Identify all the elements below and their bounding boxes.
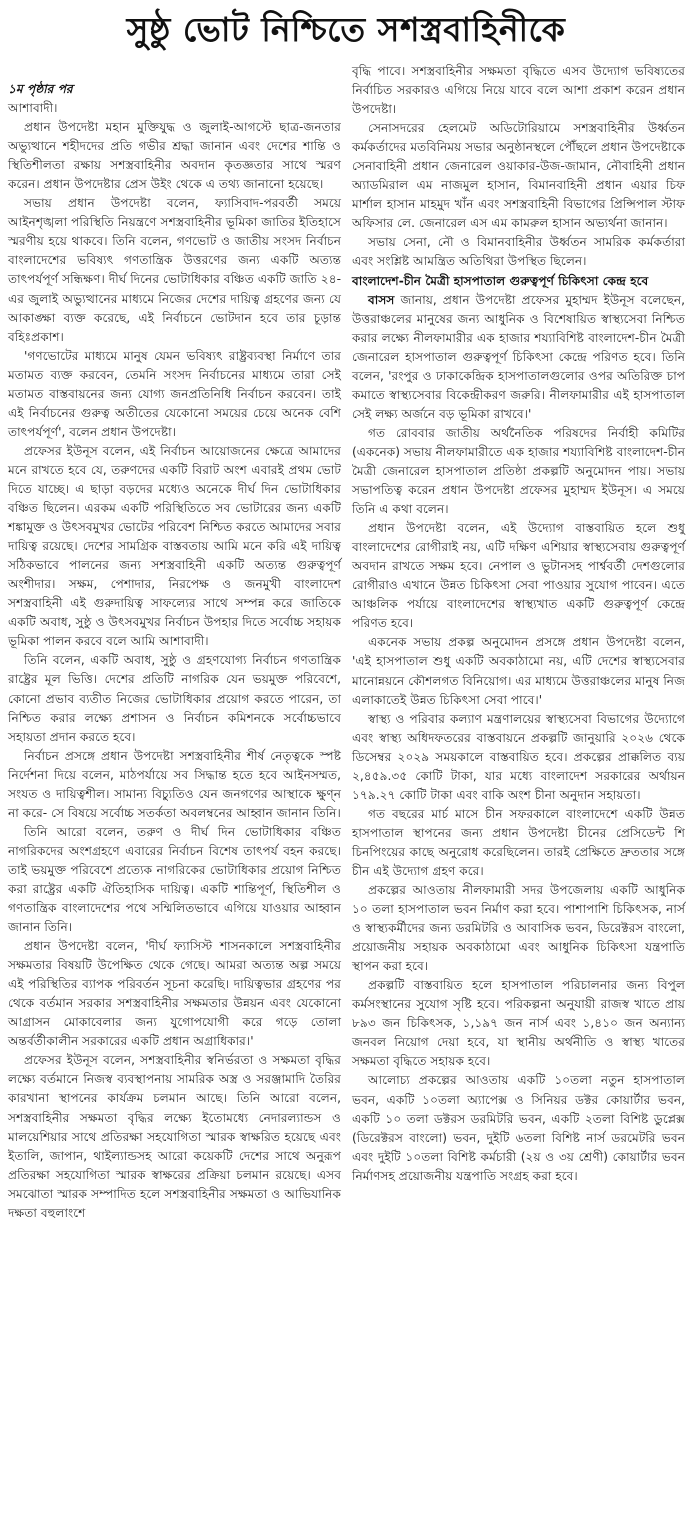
paragraph: প্রধান উপদেষ্টা মহান মুক্তিযুদ্ধ ও জুলাই-আগস্টে ছাত্র-জনতার অভ্যুত্থানে শহীদদের প্রতি গভীর শ্রদ্ধা জানান এবং দেশের শান্তি ও স্থিতিশীলতা রক্ষায় সশস্ত্রবাহিনীর অবদান কৃতজ্ঞতার সাথে স্মরণ করেন। প্রধান উপদেষ্টার প্রেস উইং থেকে এ তথ্য জানানো হয়েছে। — [8, 120, 341, 192]
article-column-left — [8, 80, 341, 1223]
paragraph: প্রকল্পটি বাস্তবায়িত হলে হাসপাতাল পরিচালনার জন্য বিপুল কর্মসংস্থানের সুযোগ সৃষ্টি হবে। পরিকল্পনা অনুযায়ী রাজস্ব খাতে প্রায় ৮৯৩ জন চিকিৎসক, ১,১৯৭ জন নার্স এবং ১,৪১০ জন অন্যান্য জনবল নিয়োগ দেয়া হবে, যা স্থানীয় অর্থনীতি ও স্বাস্থ্য খাতের সক্ষমতা বৃদ্ধিতে সহায়ক হবে। — [352, 978, 685, 1069]
paragraph: গত বছরের মার্চ মাসে চীন সফরকালে বাংলাদেশে একটি উন্নত হাসপাতাল স্থাপনের জন্য প্রধান উপদেষ্টা চীনের প্রেসিডেন্ট শি চিনপিংয়ের কাছে অনুরোধ করেছিলেন। তারই প্রেক্ষিতে দ্রুততার সঙ্গে চীন এই উদ্যোগ গ্রহণ করে। — [352, 806, 685, 878]
paragraph: গত রোববার জাতীয় অর্থনৈতিক পরিষদের নির্বাহী কমিটির (একনেক) সভায় নীলফামারীতে এক হাজার শয্যাবিশিষ্ট বাংলাদেশ-চীন মৈত্রী জেনারেল হাসপাতাল প্রতিষ্ঠা প্রকল্পটি অনুমোদন পায়। সভায় সভাপতিত্ব করেন প্রধান উপদেষ্টা প্রফেসর মুহাম্মদ ইউনূস। এ সময়ে তিনি এ কথা বলেন। — [352, 425, 685, 517]
paragraph: সেনাসদরের হেলমেট অডিটোরিয়ামে সশস্ত্রবাহিনীর উর্ধ্বতন কর্মকর্তাদের মতবিনিময় সভার অনুষ্ঠানস্থলে পৌঁছলে প্রধান উপদেষ্টাকে সেনাবাহিনী প্রধান জেনারেল ওয়াকার-উজ-জামান, নৌবাহিনী প্রধান অ্যাডমিরাল এম নাজমুল হাসান, বিমানবাহিনী প্রধান এয়ার চিফ মার্শাল হাসান মাহমুদ খাঁন এবং সশস্ত্রবাহিনী বিভাগের প্রিন্সিপাল স্টাফ অফিসার লে. জেনারেল এস এম কামরুল হাসান অভ্যর্থনা জানান। — [352, 121, 685, 231]
headline: সুষ্ঠু ভোট নিশ্চিতে সশস্ত্রবাহিনীকে — [126, 10, 566, 49]
dateline-text: জানায়, প্রধান উপদেষ্টা প্রফেসর মুহাম্মদ ইউনূস বলেছেন, উত্তরাঞ্চলের মানুষের জন্য আধুনিক ও বিশেষায়িত স্বাস্থ্যসেবা নিশ্চিত করার লক্ষ্যে নীলফামারীর এক হাজার শয্যাবিশিষ্ট বাংলাদেশ-চীন মৈত্রী জেনারেল হাসপাতাল গুরুত্বপূর্ণ চিকিৎসা কেন্দ্রে পরিণত হবে। তিনি বলেন, 'রংপুর ও ঢাকাকেন্দ্রিক হাসপাতালগুলোর ওপর অতিরিক্ত চাপ কমাতে স্বাস্থ্যসেবার বিকেন্দ্রীকরণ জরুরি। নীলফামারীর এই হাসপাতাল সেই লক্ষ্য অর্জনে বড় ভূমিকা রাখবে।' — [352, 292, 685, 421]
paragraph: তিনি বলেন, একটি অবাধ, সুষ্ঠু ও গ্রহণযোগ্য নির্বাচন গণতান্ত্রিক রাষ্ট্রের মূল ভিত্তি। দেশের প্রতিটি নাগরিক যেন ভয়মুক্ত পরিবেশে, কোনো প্রভাব ব্যতীত নিজের ভোটাধিকার প্রয়োগ করতে পারেন, তা নিশ্চিত করার লক্ষ্যে প্রশাসন ও নির্বাচন কমিশনকে সর্বোচ্চভাবে সহায়তা প্রদান করতে হবে। — [8, 653, 341, 744]
paragraph: 'গণভোটের মাধ্যমে মানুষ যেমন ভবিষ্যৎ রাষ্ট্রব্যবস্থা নির্মাণে তার মতামত ব্যক্ত করবেন, তেমনি সংসদ নির্বাচনের মাধ্যমে তারা সেই মতামত বাস্তবায়নের জন্য যোগ্য জনপ্রতিনিধি নির্বাচন করবেন। তাই এই নির্বাচনের গুরুত্ব অতীতের যেকোনো সময়ের চেয়ে অনেক বেশি তাৎপর্যপূর্ণ', বলেন প্রধান উপদেষ্টা। — [8, 348, 341, 439]
paragraph: আশাবাদী। — [8, 101, 58, 116]
subheading: বাংলাদেশ-চীন মৈত্রী হাসপাতাল গুরুত্বপূর্ণ চিকিৎসা কেন্দ্র হবে — [352, 273, 649, 288]
paragraph-dateline — [352, 291, 685, 424]
paragraph: স্বাস্থ্য ও পরিবার কল্যাণ মন্ত্রণালয়ের স্বাস্থ্যসেবা বিভাগের উদ্যোগে এবং স্বাস্থ্য অধিদফতরের বাস্তবায়নে প্রকল্পটি জানুয়ারি ২০২৬ থেকে ডিসেম্বর ২০২৯ সময়কালে বাস্তবায়িত হবে। প্রকল্পের প্রাক্কলিত ব্যয় ২,৪৫৯.৩৫ কোটি টাকা, যার মধ্যে বাংলাদেশ সরকারের অর্থায়ন ১৭৯.২৭ কোটি টাকা এবং বাকি অংশ চীনা অনুদান সহায়তা। — [352, 711, 685, 802]
paragraph: একনেক সভায় প্রকল্প অনুমোদন প্রসঙ্গে প্রধান উপদেষ্টা বলেন, 'এই হাসপাতাল শুধু একটি অবকাঠামো নয়, এটি দেশের স্বাস্থ্যসেবার মানোন্নয়নে কৌশলগত বিনিয়োগ। এর মাধ্যমে উত্তরাঞ্চলের মানুষ নিজ এলাকাতেই উন্নত চিকিৎসা সেবা পাবে।' — [352, 635, 685, 707]
paragraph: প্রফেসর ইউনূস বলেন, সশস্ত্রবাহিনীর স্বনির্ভরতা ও সক্ষমতা বৃদ্ধির লক্ষ্যে বর্তমানে নিজস্ব ব্যবস্থাপনায় সামরিক অস্ত্র ও সরঞ্জামাদি তৈরির কারখানা স্থাপনের কার্যক্রম চলমান আছে। তিনি আরো বলেন, সশস্ত্রবাহিনীর সক্ষমতা বৃদ্ধির লক্ষ্যে ইতোমধ্যে নেদারল্যান্ডস ও মালয়েশিয়ার সাথে প্রতিরক্ষা সহযোগিতা স্মারক স্বাক্ষরিত হয়েছে এবং ইতালি, জাপান, থাইল্যান্ডসহ আরো কয়েকটি দেশের সাথে অনুরূপ প্রতিরক্ষা সহযোগিতা স্মারক স্বাক্ষরের প্রক্রিয়া চলমান রয়েছে। এসব সমঝোতা স্মারক সম্পাদিত হলে সশস্ত্রবাহিনীর সক্ষমতা ও আভিযানিক দক্ষতা বহুলাংশে — [8, 1053, 341, 1220]
article-column-right — [352, 62, 685, 1186]
paragraph: নির্বাচন প্রসঙ্গে প্রধান উপদেষ্টা সশস্ত্রবাহিনীর শীর্ষ নেতৃত্বকে স্পষ্ট নির্দেশনা দিয়ে বলেন, মাঠপর্যায়ে সব সিদ্ধান্ত হতে হবে আইনসম্মত, সংযত ও দায়িত্বশীল। সামান্য বিচ্যুতিও যেন জনগণের আস্থাকে ক্ষুণ্ন না করে- সে বিষয়ে সর্বোচ্চ সতর্কতা অবলম্বনের আহ্বান জানান তিনি। — [8, 748, 341, 820]
paragraph: সভায় প্রধান উপদেষ্টা বলেন, ফ্যাসিবাদ-পরবর্তী সময়ে আইনশৃঙ্খলা পরিস্থিতি নিয়ন্ত্রণে সশস্ত্রবাহিনীর ভূমিকা জাতির ইতিহাসে স্মরণীয় হয়ে থাকবে। তিনি বলেন, গণভোট ও জাতীয় সংসদ নির্বাচন বাংলাদেশের ভবিষ্যৎ গণতান্ত্রিক উত্তরণের জন্য একটি অত্যন্ত তাৎপর্যপূর্ণ সন্ধিক্ষণ। দীর্ঘ দিনের ভোটাধিকার বঞ্চিত একটি জাতি ২৪-এর জুলাই অভ্যুত্থানের মাধ্যমে নিজের দেশের দায়িত্ব গ্রহণের জন্য যে আকাঙ্ক্ষা ব্যক্ত করেছে, এই নির্বাচনে ভোটদান হবে তার চূড়ান্ত বহিঃপ্রকাশ। — [8, 196, 341, 344]
paragraph: তিনি আরো বলেন, তরুণ ও দীর্ঘ দিন ভোটাধিকার বঞ্চিত নাগরিকদের অংশগ্রহণে এবারের নির্বাচন বিশেষ তাৎপর্য বহন করছে। তাই ভয়মুক্ত পরিবেশে প্রত্যেক নাগরিকের ভোটাধিকার প্রয়োগ নিশ্চিত করা রাষ্ট্রের একটি ঐতিহাসিক দায়িত্ব। একটি শান্তিপূর্ণ, স্থিতিশীল ও গণতান্ত্রিক বাংলাদেশের পথে সম্মিলিতভাবে এগিয়ে যাওয়ার আহ্বান জানান তিনি। — [8, 824, 341, 935]
paragraph: প্রফেসর ইউনূস বলেন, এই নির্বাচন আয়োজনের ক্ষেত্রে আমাদের মনে রাখতে হবে যে, তরুণদের একটি বিরাট অংশ এবারই প্রথম ভোট দিতে যাচ্ছে। এ ছাড়া বড়দের মধ্যেও অনেকে দীর্ঘ দিন ভোটাধিকার বঞ্চিত ছিলেন। এরকম একটি পরিস্থিতিতে সব ভোটারের জন্য একটি শঙ্কামুক্ত ও উৎসবমুখর ভোটের পরিবেশ নিশ্চিত করতে আমাদের সবার দায়িত্ব রয়েছে। দেশের সামগ্রিক বাস্তবতায় আমি মনে করি এই দায়িত্ব সঠিকভাবে পালনের জন্য সশস্ত্রবাহিনী একটি অত্যন্ত গুরুত্বপূর্ণ অংশীদার। সক্ষম, পেশাদার, নিরপেক্ষ ও জনমুখী বাংলাদেশ সশস্ত্রবাহিনী এই গুরুদায়িত্ব সাফল্যের সাথে সম্পন্ন করে জাতিকে একটি অবাধ, সুষ্ঠু ও উৎসবমুখর নির্বাচন উপহার দিতে সর্বোচ্চ সহায়ক ভূমিকা পালন করবে বলে আমি আশাবাদী। — [8, 443, 341, 649]
paragraph: প্রধান উপদেষ্টা বলেন, 'দীর্ঘ ফ্যাসিস্ট শাসনকালে সশস্ত্রবাহিনীর সক্ষমতার বিষয়টি উপেক্ষিত থেকে গেছে। আমরা অত্যন্ত অল্প সময়ে এই পরিস্থিতির ব্যাপক পরিবর্তন সূচনা করেছি। দায়িত্বভার গ্রহণের পর থেকে বর্তমান সরকার সশস্ত্রবাহিনীর সক্ষমতার উন্নয়ন এবং যেকোনো আগ্রাসন মোকাবেলার জন্য যুগোপযোগী করে গড়ে তোলা অন্তর্বর্তীকালীন সরকারের একটি প্রধান অগ্রাধিকার।' — [8, 939, 341, 1049]
continued-from-label: ১ম পৃষ্ঠার পর — [8, 82, 73, 96]
dateline-source: বাসস — [368, 292, 395, 307]
paragraph: প্রধান উপদেষ্টা বলেন, এই উদ্যোগ বাস্তবায়িত হলে শুধু বাংলাদেশের রোগীরাই নয়, এটি দক্ষিণ এশিয়ার স্বাস্থ্যসেবায় গুরুত্বপূর্ণ অবদান রাখতে সক্ষম হবে। নেপাল ও ভুটানসহ পার্শ্ববর্তী দেশগুলোর রোগীরাও এখানে উন্নত চিকিৎসা সেবা পাওয়ার সুযোগ পাবেন। এতে আঞ্চলিক পর্যায়ে বাংলাদেশের স্বাস্থ্যখাত একটি গুরুত্বপূর্ণ কেন্দ্রে পরিণত হবে। — [352, 521, 685, 631]
paragraph: প্রকল্পের আওতায় নীলফামারী সদর উপজেলায় একটি আধুনিক ১০ তলা হাসপাতাল ভবন নির্মাণ করা হবে। পাশাপাশি চিকিৎসক, নার্স ও স্বাস্থ্যকর্মীদের জন্য ডরমিটরি ও আবাসিক ভবন, ডিরেক্টরস বাংলো, প্রয়োজনীয় সহায়ক অবকাঠামো এবং আধুনিক চিকিৎসা যন্ত্রপাতি স্থাপন করা হবে। — [352, 883, 685, 974]
paragraph: সভায় সেনা, নৌ ও বিমানবাহিনীর উর্ধ্বতন সামরিক কর্মকর্তারা এবং সংশ্লিষ্ট আমন্ত্রিত অতিথিরা উপস্থিত ছিলেন। — [352, 235, 685, 269]
paragraph: বৃদ্ধি পাবে। সশস্ত্রবাহিনীর সক্ষমতা বৃদ্ধিতে এসব উদ্যোগ ভবিষ্যতের নির্বাচিত সরকারও এগিয়ে নিয়ে যাবে বলে আশা প্রকাশ করেন প্রধান উপদেষ্টা। — [352, 64, 685, 117]
paragraph: আলোচ্য প্রকল্পের আওতায় একটি ১০তলা নতুন হাসপাতাল ভবন, একটি ১০তলা অ্যাপেক্স ও সিনিয়র ডক্টর কোয়ার্টার ভবন, একটি ১০ তলা ডক্টরস ডরমিটরি ভবন, একটি ২তলা বিশিষ্ট ডুপ্লেক্স (ডিরেক্টরস বাংলো) ভবন, দুইটি ৬তলা বিশিষ্ট নার্স ডরমেটরি ভবন এবং দুইটি ১০তলা বিশিষ্ট কর্মচারী (২য় ও ৩য় শ্রেণী) কোয়ার্টার ভবন নির্মাণসহ প্রয়োজনীয় যন্ত্রপাতি সংগ্রহ করা হবে। — [352, 1073, 685, 1183]
